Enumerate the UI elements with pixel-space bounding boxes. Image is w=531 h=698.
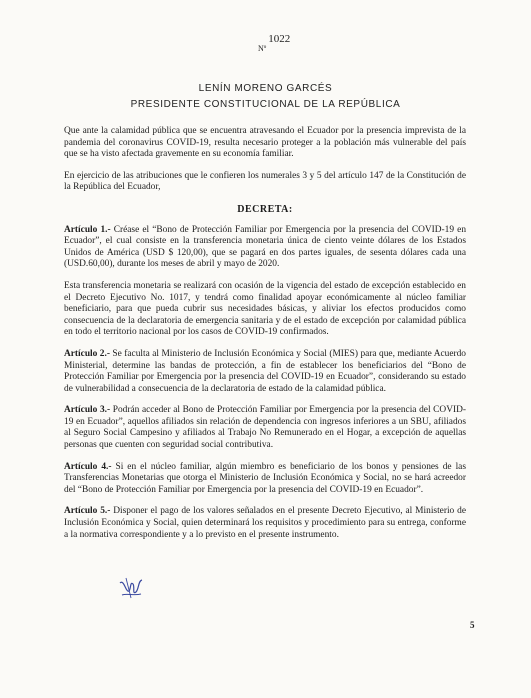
article-label: Artículo 1.- [64,224,111,235]
article-text: Se faculta al Ministerio de Inclusión Económica y Social (MIES) para que, mediante Acuerdo Ministerial, determine las bandas de protección, a fin de establecer los beneficiarios del “Bono de Protección Familiar por Emergencia por la presencia del COVID-19 en Ecuador”, considerando su estado de vulnerabilidad a consecuencia de la declaratoria de estado de la calamidad pública. [64,348,466,394]
article-text: Esta transferencia monetaria se realizará con ocasión de la vigencia del estado de excepción establecido en el Decreto Ejecutivo No. 1017, y tendrá como finalidad apoyar económicamente al núcleo familiar beneficiario, para que pueda cubrir sus necesidades básicas, y aliviar los efectos producidos como consecuencia de la declaratoria de emergencia sanitaria y de el estado de excepción por calamidad pública en todo el territorio nacional por los casos de COVID-19 confirmados. [64,280,466,338]
decree-number [258,33,291,53]
decreta-heading: DECRETA: [237,203,293,215]
article-3 [64,405,466,451]
page-number: 5 [470,620,475,630]
article-label: Artículo 2.- [64,348,110,359]
initials-signature-icon [118,575,144,601]
article-label: Artículo 5.- [64,506,111,517]
article-text: Podrán acceder al Bono de Protección Familiar por Emergencia por la presencia del COVID-19 en Ecuador”, aquellos afiliados sin relación de dependencia con ingresos inferiores a un SBU, afiliados al Seguro Social Campesino y afiliados al Trabajo No Remunerado en el Hogar, a excepción de aquellas personas que cuenten con seguridad social contributiva. [64,405,466,451]
article-text: Si en el núcleo familiar, algún miembro es beneficiario de los bonos y pensiones de las Transferencias Monetarias que otorga el Ministerio de Inclusión Económica y Social, no se hará acreedor del “Bono de Protección Familiar por Emergencia por la presencia del COVID-19 en Ecuador”. [64,461,466,495]
decree-number-value: 1022 [268,33,291,45]
article-4 [64,462,466,497]
article-label: Artículo 4.- [64,461,112,472]
article-text: Disponer el pago de los valores señalados en el presente Decreto Ejecutivo, al Ministerio de Inclusión Económica y Social, quien determinará los requisitos y procedimiento para su entrega, conforme a la normativa correspondiente y a lo previsto en el presente instrumento. [64,506,466,540]
preamble-paragraph: En ejercicio de las atribuciones que le confieren los numerales 3 y 5 del artículo 147 de la Constitución de la República del Ecuador, [64,170,466,193]
article-1 [64,225,466,271]
article-1-continuation [64,281,466,339]
president-title: PRESIDENTE CONSTITUCIONAL DE LA REPÚBLICA [130,99,401,110]
preamble-paragraph: Que ante la calamidad pública que se encuentra atravesando el Ecuador por la presencia imprevista de la pandemia del coronavirus COVID-19, resulta necesario proteger a la población más vulnerable del país que se ha visto afectada gravemente en su economía familiar. [64,126,466,160]
decree-number-label: Nº [258,44,267,53]
president-name: LENÍN MORENO GARCÉS [198,83,333,94]
article-label: Artículo 3.- [64,405,111,416]
article-text: Créase el “Bono de Protección Familiar por Emergencia por la presencia del COVID-19 en Ecuador”, el cual consiste en la transferencia monetaria única de ciento veinte dólares de los Estados Unidos de América (USD $ 120,00), que se pagará en dos partes iguales, de sesenta dólares cada una (USD.60,00), durante los meses de abril y mayo de 2020. [64,224,467,270]
article-2 [64,349,466,395]
article-5 [64,506,466,541]
decree-body [64,126,466,551]
